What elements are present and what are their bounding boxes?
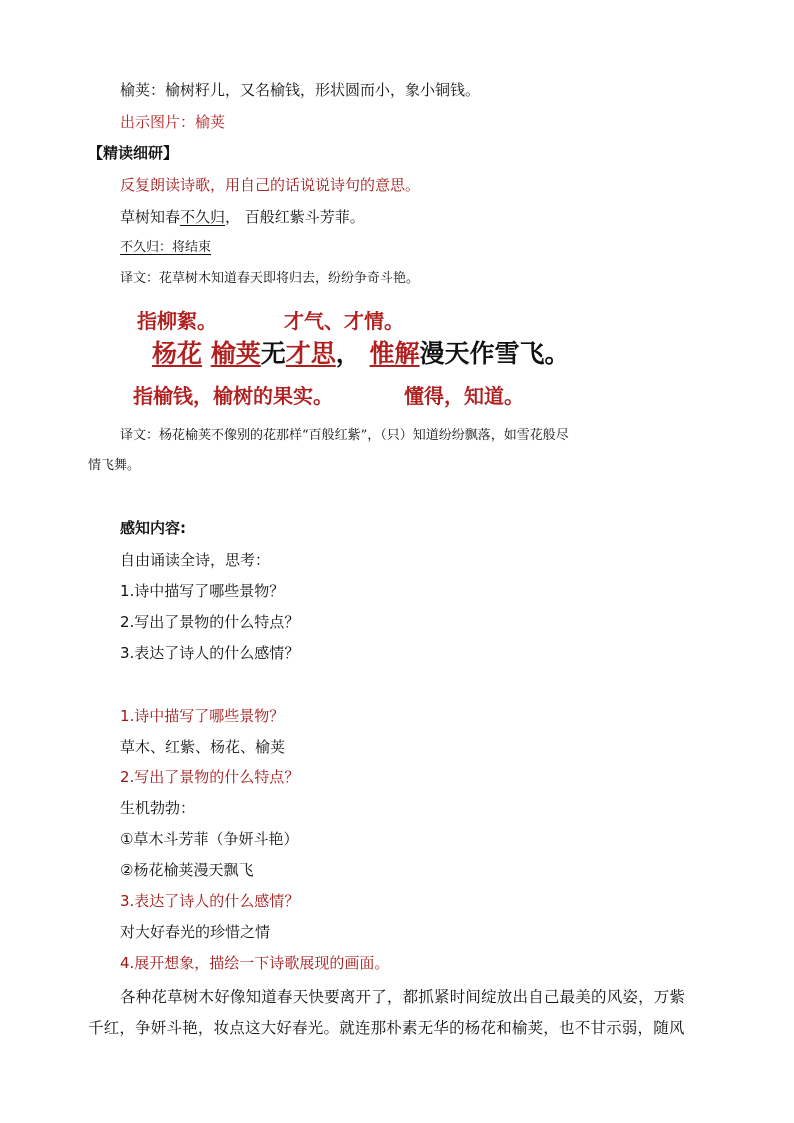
comma: ，	[335, 339, 361, 368]
annotation-dongde: 懂得，知道。	[404, 384, 524, 408]
answer-2: 生机勃勃：	[120, 799, 196, 817]
answer-question-2: 2.写出了景物的什么特点？	[120, 768, 300, 786]
poem-line-1-part-c: ， 百般红紫斗芳菲。	[225, 208, 365, 226]
text-line-read-aloud: 反复朗读诗歌，用自己的话说说诗句的意思。	[120, 176, 421, 194]
word-mantian: 漫天作雪飞。	[419, 339, 570, 368]
answer-question-4: 4.展开想象，描绘一下诗歌展现的画面。	[120, 954, 390, 972]
answer-3: 对大好春光的珍惜之情	[120, 923, 271, 941]
perceive-question-2: 2.写出了景物的什么特点？	[120, 613, 300, 631]
word-yujia: 榆荚	[210, 339, 261, 368]
word-wu: 无	[260, 339, 286, 368]
final-paragraph-line-2: 千红，争妍斗艳，妆点这大好春光。就连那朴素无华的杨花和榆荚，也不甘示弱，随风	[88, 1019, 685, 1037]
answer-1: 草木、红紫、杨花、榆荚	[120, 738, 286, 756]
perceive-intro: 自由诵读全诗，思考：	[120, 551, 271, 569]
annotation-yuqian: 指榆钱，榆树的果实。	[133, 384, 333, 408]
text-line-yujia-definition: 榆荚：榆树籽儿，又名榆钱，形状圆而小，象小铜钱。	[120, 81, 481, 99]
perceive-title: 感知内容:	[120, 519, 186, 537]
annotation-caiqi: 才气、才情。	[284, 309, 404, 333]
answer-2-item-1: ①草木斗芳菲（争妍斗艳）	[120, 830, 299, 848]
poem-line-1-part-a: 草树知春	[120, 208, 181, 226]
translation-line-1: 译文：花草树木知道春天即将归去，纷纷争奇斗艳。	[120, 271, 420, 286]
note-bujiugui: 不久归：将结束	[120, 240, 212, 255]
poem-line-1-underlined: 不久归	[180, 208, 226, 226]
answer-question-3: 3.表达了诗人的什么感情？	[120, 892, 300, 910]
answer-question-1: 1.诗中描写了哪些景物？	[120, 707, 285, 725]
annotation-liuxu: 指柳絮。	[137, 309, 217, 333]
final-paragraph-line-1: 各种花草树木好像知道春天快要离开了，都抓紧时间绽放出自己最美的风姿，万紫	[120, 988, 686, 1006]
annotated-poem-line	[152, 338, 570, 370]
word-weijie: 惟解	[369, 339, 420, 368]
word-yanghua: 杨花	[152, 339, 203, 368]
perceive-question-3: 3.表达了诗人的什么感情？	[120, 644, 300, 662]
translation-2-line-2: 情飞舞。	[88, 458, 141, 473]
section-heading-close-reading: 【精读细研】	[88, 144, 179, 162]
translation-2-line-1: 译文：杨花榆荚不像别的花那样“百般红紫”，（只）知道纷纷飘落，如雪花般尽	[120, 428, 569, 443]
perceive-question-1: 1.诗中描写了哪些景物？	[120, 582, 285, 600]
answer-2-item-2: ②杨花榆荚漫天飘飞	[120, 861, 254, 879]
poem-line-1	[120, 207, 365, 227]
text-line-show-picture: 出示图片：榆荚	[120, 113, 226, 131]
word-caisi: 才思	[285, 339, 336, 368]
